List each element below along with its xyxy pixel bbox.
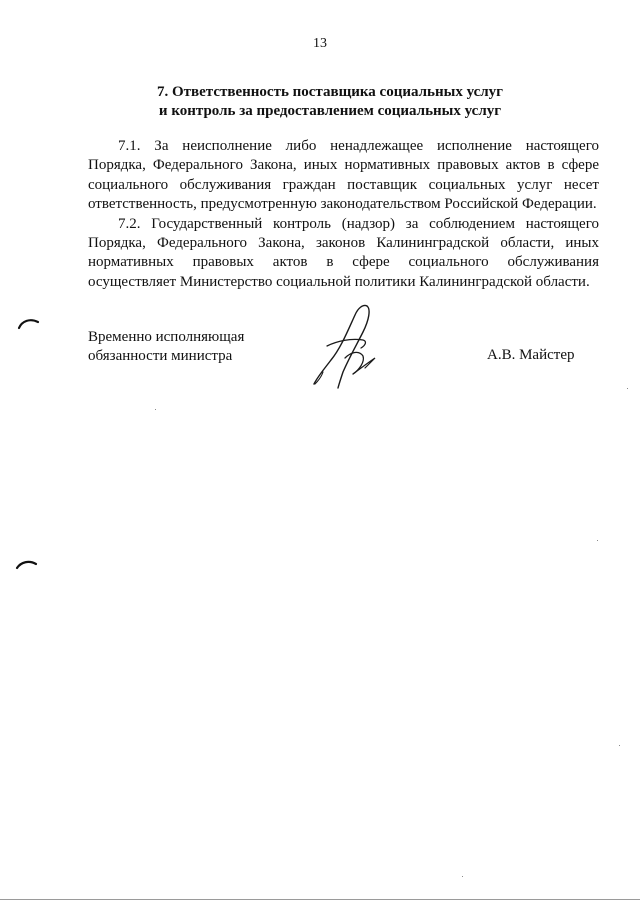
margin-scan-mark (16, 316, 40, 330)
section-heading (60, 83, 600, 121)
signatory-position-line-1: Временно исполняющая (88, 329, 245, 345)
paragraph-7-2: 7.2. Государственный контроль (надзор) за соблюдением настоящего Порядка, Федерального Закона, законов Калининградской области, иных нормативных правовых актов в сфере социального обслуживания осуществляет Министерство социальной политики Калининградской области. (88, 215, 599, 290)
paragraph-7-1: 7.1. За неисполнение либо ненадлежащее исполнение настоящего Порядка, Федерального Закона, иных нормативных правовых актов в сфере социального обслуживания граждан поставщик социальных услуг несет ответственность, предусмотренную законодательством Российской Федерации. (88, 138, 599, 213)
body-text (88, 137, 599, 292)
scan-speck (619, 745, 620, 746)
scan-speck (462, 876, 463, 877)
margin-scan-mark (14, 557, 38, 571)
section-title-line-2: и контроль за предоставлением социальных услуг (158, 103, 502, 119)
section-title-line-1: 7. Ответственность поставщика социальных услуг (157, 84, 503, 100)
signatory-name: А.В. Майстер (487, 347, 575, 363)
signatory-position-line-2: обязанности министра (88, 348, 233, 364)
signatory-position (88, 328, 244, 366)
scan-bottom-edge (0, 899, 640, 900)
scan-speck (627, 388, 628, 389)
page-number: 13 (313, 36, 327, 51)
handwritten-signature (305, 300, 385, 390)
scan-speck (597, 540, 598, 541)
scan-speck (155, 409, 156, 410)
